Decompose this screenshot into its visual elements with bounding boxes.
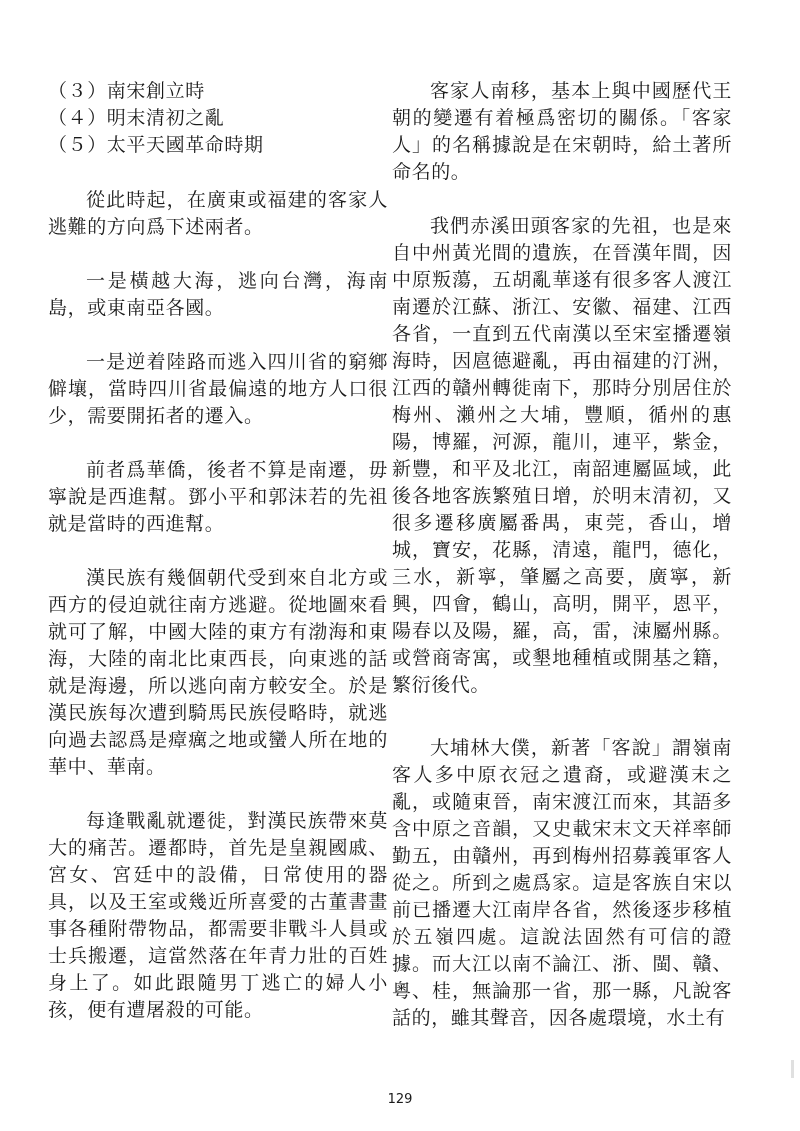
paragraph: 我們赤溪田頭客家的先祖，也是來自中州黃光間的遺族，在晉漢年間，因中原叛蕩，五胡亂華遂有很多客人渡江南遷於江蘇、浙江、安徽、福建、江西各省，一直到五代南漢以至宋室播遷嶺海時，因扈德避亂，再由福建的汀洲，江西的贛州轉徙南下，那時分別居住於梅州、瀨州之大埔，豐順，循州的惠陽，博羅，河源，龍川，連平，紫金，新豐，和平及北江，南韶連屬區域，此後各地客族繁殖日增，於明末清初，又很多遷移廣屬番禺，東莞，香山，增城，寶安，花縣，清遠，龍門，德化，三水，新寧，肇屬之高要，廣寧，新興，四會，鶴山，高明，開平，恩平，陽春以及陽，羅，高，雷，涑屬州縣。或營商寄寓，或墾地種植或開基之籍，繁衍後代。: [392, 215, 732, 696]
paragraph: 客家人南移，基本上與中國歷代王朝的變遷有着極爲密切的關係。「客家人」的名稱據說是在宋朝時，給土著所命名的。: [392, 80, 732, 183]
paragraph: 前者爲華僑，後者不算是南遷，毋寧說是西進幫。鄧小平和郭沫若的先祖就是當時的西進幫。: [48, 459, 388, 535]
paragraph: 大埔林大僕，新著「客說」謂嶺南客人多中原衣冠之遺裔，或避漢末之亂，或隨東晉，南宋渡江而來，其語多含中原之音韻，又史載宋末文天祥率師勤五，由贛州，再到梅州招募義軍客人從之。所到之處爲家。這是客族自宋以前已播遷大江南岸各省，然後逐步移植於五嶺四處。這說法固然有可信的證據。而大江以南不論江、浙、閩、贛、粵、桂，無論那一省，那一縣，凡說客話的，雖其聲音，因各處環境，水土有: [392, 737, 732, 1029]
scan-edge-mark: [791, 1060, 794, 1078]
list-item: （５）太平天國革命時期: [48, 134, 264, 156]
paragraph: 漢民族有幾個朝代受到來自北方或西方的侵迫就往南方逃避。從地圖來看就可了解，中國大陸的東方有渤海和東海，大陸的南北比東西長，向東逃的話就是海邊，所以逃向南方較安全。於是漢民族每次遭到騎馬民族侵略時，就逃向過去認爲是瘴癘之地或蠻人所在地的華中、華南。: [48, 567, 388, 778]
page-number: 129: [387, 1092, 413, 1107]
list-item: （３）南宋創立時: [48, 80, 205, 102]
paragraph: 從此時起，在廣東或福建的客家人逃難的方向爲下述兩者。: [48, 189, 388, 238]
list-item: （４）明末清初之亂: [48, 107, 225, 129]
right-column: [392, 78, 732, 1032]
paragraph: 一是橫越大海，逃向台灣，海南島，或東南亞各國。: [48, 270, 388, 319]
paragraph: 一是逆着陸路而逃入四川省的窮鄉僻壤，當時四川省最偏遠的地方人口很少，需要開拓者的遷入。: [48, 351, 388, 427]
left-column: [48, 78, 388, 1024]
paragraph: 每逢戰亂就遷徙，對漢民族帶來莫大的痛苦。遷都時，首先是皇親國戚、宮女、宮廷中的設備，日常使用的器具，以及王室或幾近所喜愛的古董書畫事各種附帶物品，都需要非戰斗人員或士兵搬遷，這當然落在年青力壯的百姓身上了。如此跟隨男丁逃亡的婦人小孩，便有遭屠殺的可能。: [48, 810, 388, 1021]
